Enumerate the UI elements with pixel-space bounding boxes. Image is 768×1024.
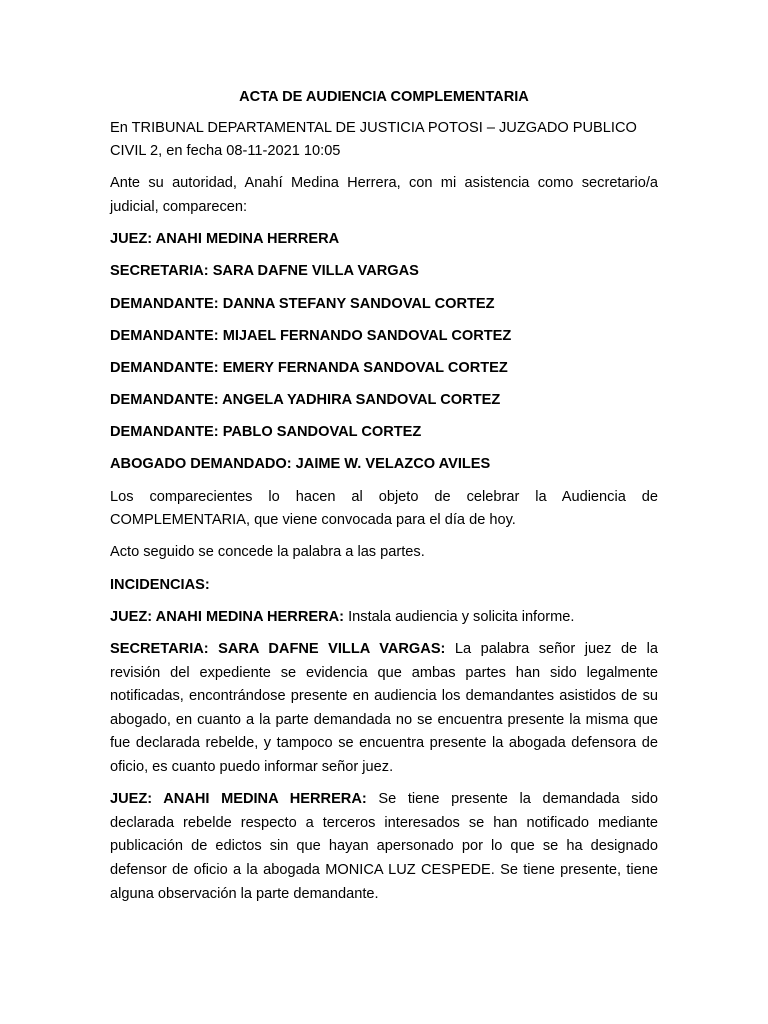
intro-paragraph: En TRIBUNAL DEPARTAMENTAL DE JUSTICIA POTOSI – JUZGADO PUBLICO CIVIL 2, en fecha 08-11-2021 10:05: [110, 119, 637, 160]
acto-paragraph: Acto seguido se concede la palabra a las partes.: [110, 544, 425, 561]
party-line: DEMANDANTE: MIJAEL FERNANDO SANDOVAL CORTEZ: [110, 327, 512, 344]
party-line: ABOGADO DEMANDADO: JAIME W. VELAZCO AVILES: [110, 456, 491, 473]
party-line: DEMANDANTE: EMERY FERNANDA SANDOVAL CORTEZ: [110, 359, 508, 376]
incidencia-paragraph: [110, 788, 658, 906]
incidencia-text: Instala audiencia y solicita informe.: [344, 608, 575, 625]
incidencia-text: Se tiene presente la demandada sido declarada rebelde respecto a terceros interesados se han notificado mediante publicación de edictos sin que hayan apersonado por lo que se ha designado defensor de oficio a la abogada MONICA LUZ CESPEDE. Se tiene presente, tiene alguna observación la parte demandante.: [110, 791, 658, 902]
incidencia-speaker: SECRETARIA: SARA DAFNE VILLA VARGAS:: [110, 641, 446, 657]
party-line: DEMANDANTE: PABLO SANDOVAL CORTEZ: [110, 424, 422, 441]
party-line: DEMANDANTE: ANGELA YADHIRA SANDOVAL CORTEZ: [110, 392, 501, 409]
objeto-paragraph: Los comparecientes lo hacen al objeto de celebrar la Audiencia de COMPLEMENTARIA, que viene convocada para el día de hoy.: [110, 488, 658, 529]
incidencia-text: La palabra señor juez de la revisión del expediente se evidencia que ambas partes han sido legalmente notificadas, encontrándose presente en audiencia los demandantes asistidos de su abogado, en cuanto a la parte demandada no se encuentra presente la misma que fue declarada rebelde, y tampoco se encuentra presente la abogada defensora de oficio, es cuanto puedo informar señor juez.: [110, 641, 659, 775]
document-page: [110, 86, 658, 915]
incidencia-paragraph: [110, 606, 658, 630]
incidencia-speaker: JUEZ: ANAHI MEDINA HERRERA:: [110, 791, 367, 808]
party-line: DEMANDANTE: DANNA STEFANY SANDOVAL CORTEZ: [110, 295, 495, 312]
incidencias-heading: INCIDENCIAS:: [110, 576, 210, 593]
incidencia-speaker: JUEZ: ANAHI MEDINA HERRERA:: [110, 608, 345, 625]
ante-paragraph: Ante su autoridad, Anahí Medina Herrera, con mi asistencia como secretario/a judicial, comparecen:: [110, 175, 658, 215]
incidencia-paragraph: [110, 638, 658, 780]
document-title: ACTA DE AUDIENCIA COMPLEMENTARIA: [239, 89, 529, 105]
party-line: JUEZ: ANAHI MEDINA HERRERA: [110, 231, 340, 248]
party-line: SECRETARIA: SARA DAFNE VILLA VARGAS: [110, 263, 419, 280]
